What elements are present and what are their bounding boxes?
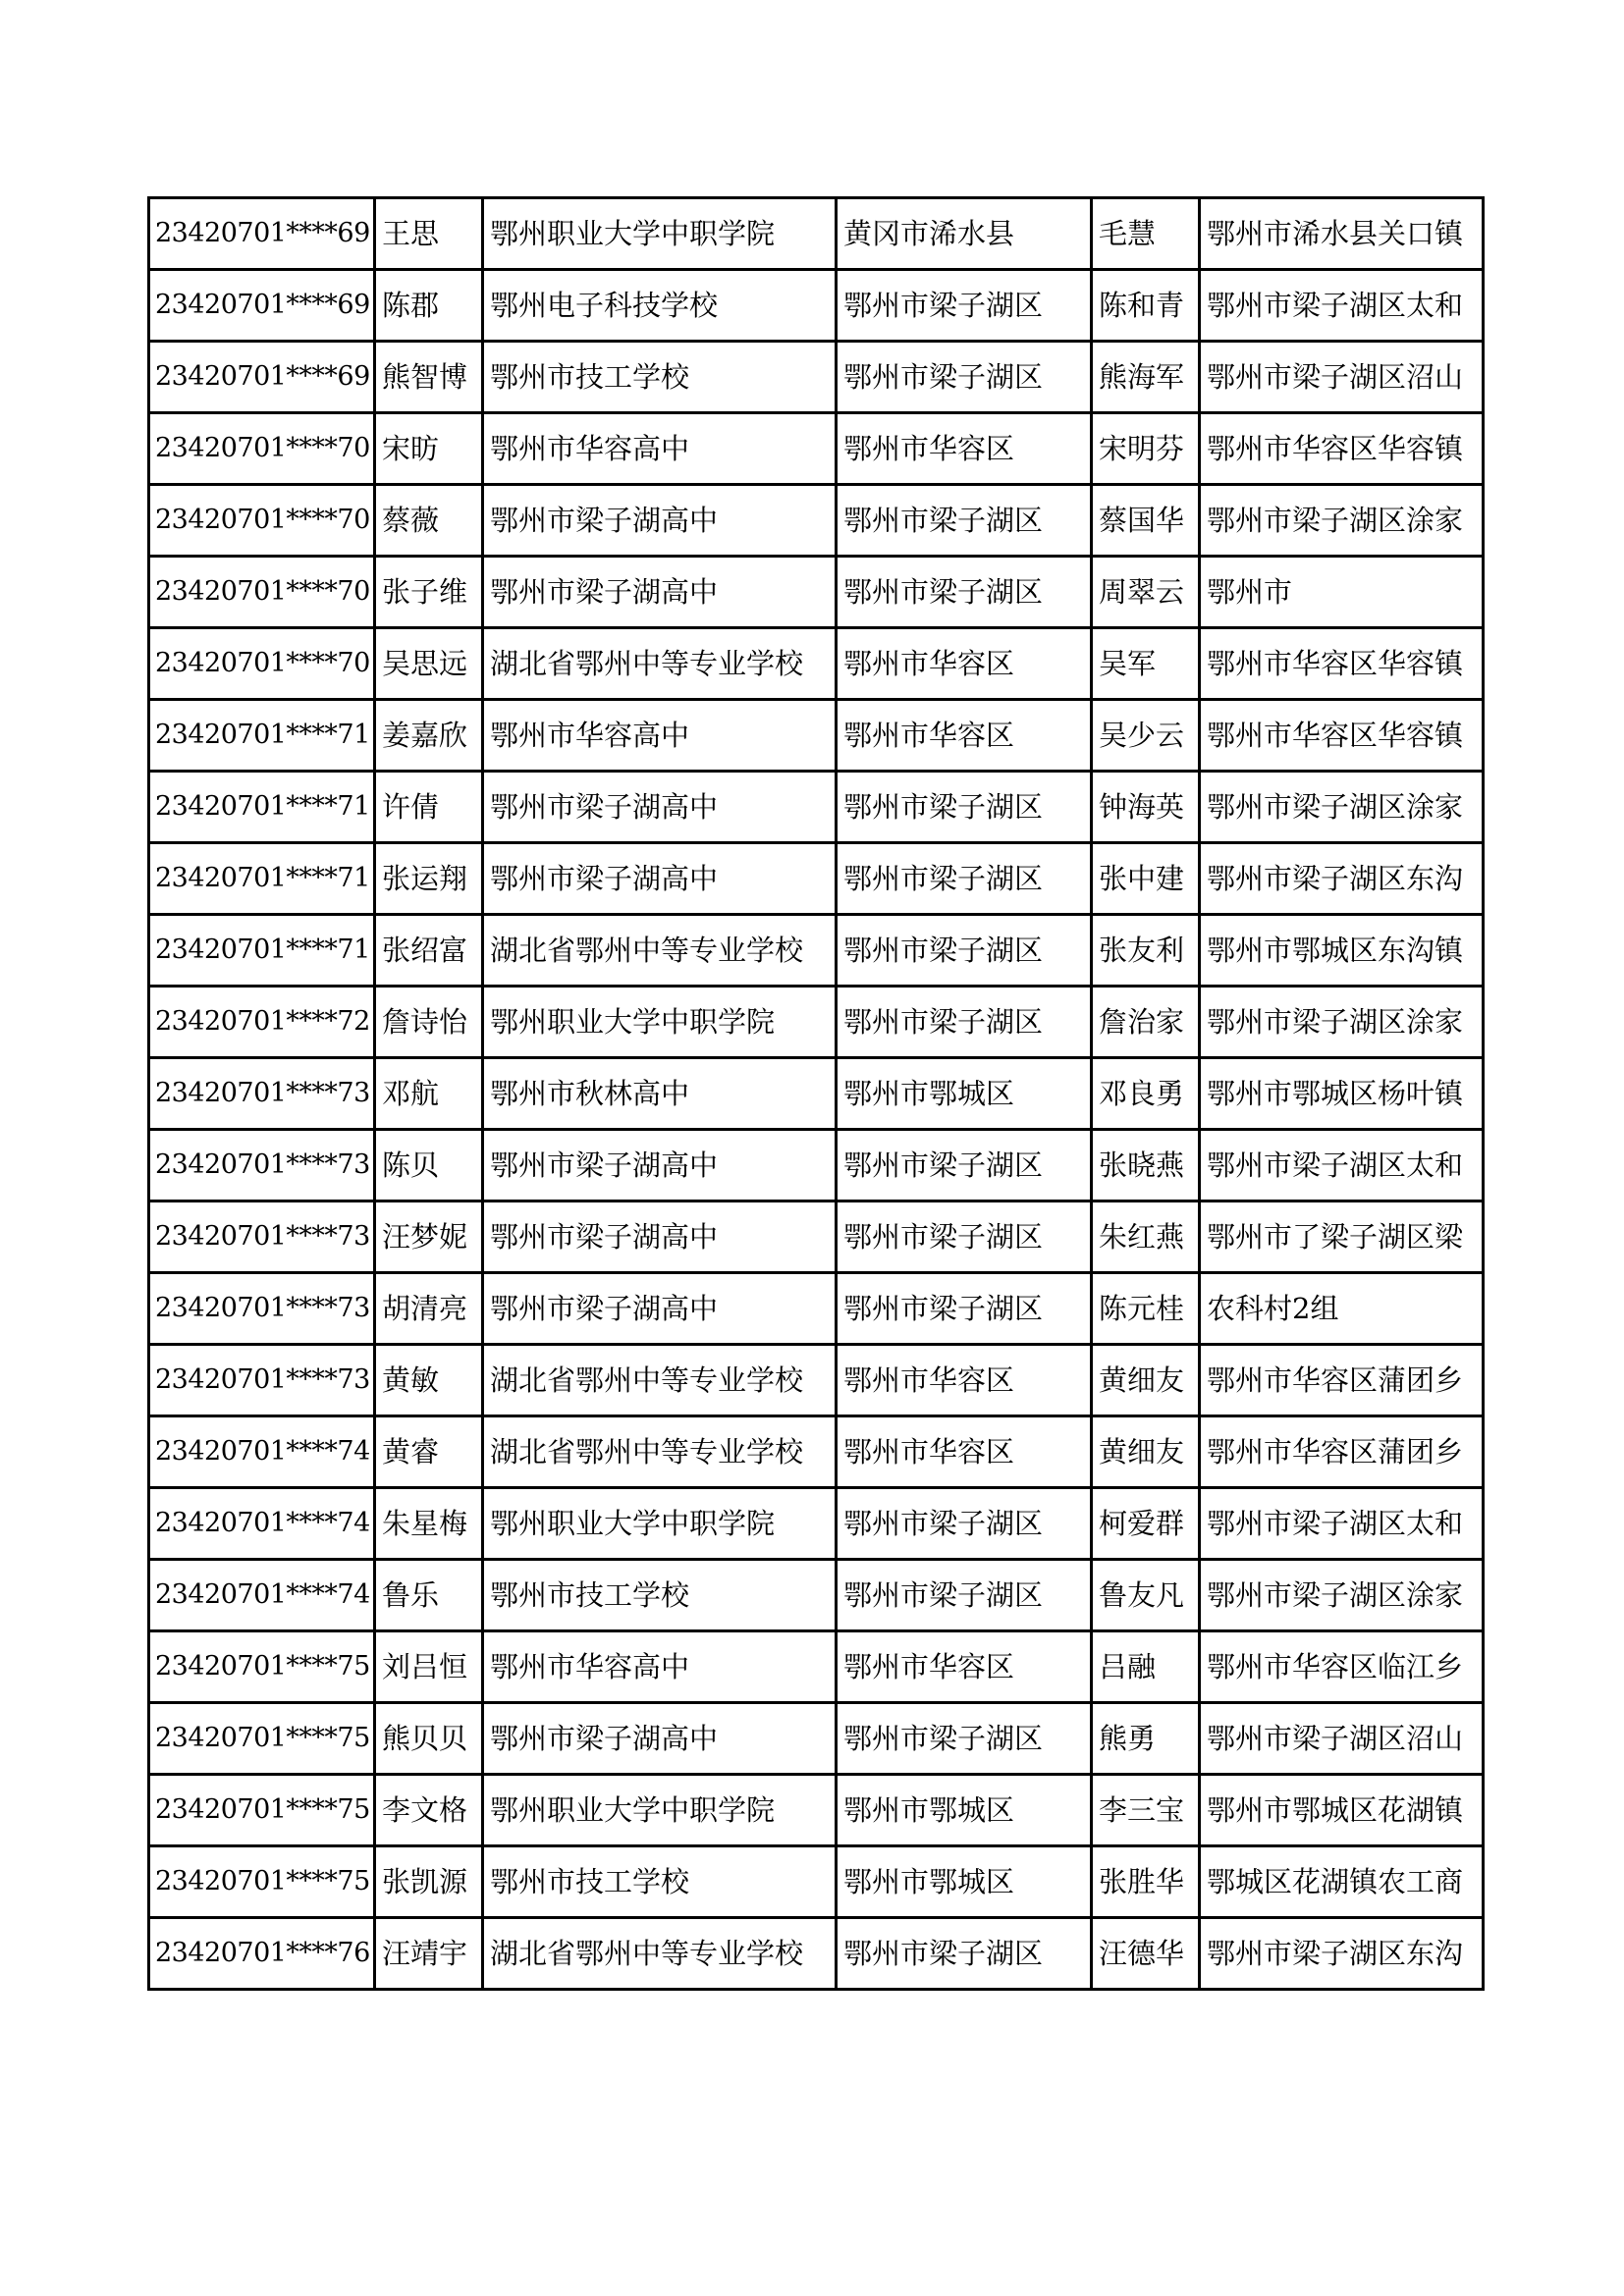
school-cell: 湖北省鄂州中等专业学校 xyxy=(483,628,837,700)
table-row xyxy=(149,1058,1484,1130)
guardian-name-cell: 熊海军 xyxy=(1092,342,1200,413)
school-cell: 鄂州市梁子湖高中 xyxy=(483,1273,837,1345)
table-row xyxy=(149,987,1484,1058)
school-cell: 鄂州市梁子湖高中 xyxy=(483,485,837,557)
student-name-cell: 朱星梅 xyxy=(375,1488,483,1560)
student-id-cell: 23420701****74 xyxy=(149,1488,375,1560)
region-cell: 鄂州市华容区 xyxy=(837,1416,1092,1488)
school-cell: 湖北省鄂州中等专业学校 xyxy=(483,1918,837,1990)
school-cell: 湖北省鄂州中等专业学校 xyxy=(483,1345,837,1416)
address-cell: 农科村2组 xyxy=(1200,1273,1484,1345)
student-id-cell: 23420701****75 xyxy=(149,1846,375,1918)
address-cell: 鄂州市梁子湖区太和 xyxy=(1200,1488,1484,1560)
table-row xyxy=(149,485,1484,557)
school-cell: 湖北省鄂州中等专业学校 xyxy=(483,915,837,987)
guardian-name-cell: 柯爱群 xyxy=(1092,1488,1200,1560)
table-row xyxy=(149,700,1484,772)
region-cell: 鄂州市梁子湖区 xyxy=(837,342,1092,413)
table-row xyxy=(149,843,1484,915)
student-id-cell: 23420701****74 xyxy=(149,1416,375,1488)
student-name-cell: 李文格 xyxy=(375,1775,483,1846)
student-name-cell: 黄睿 xyxy=(375,1416,483,1488)
student-id-cell: 23420701****71 xyxy=(149,915,375,987)
student-name-cell: 蔡薇 xyxy=(375,485,483,557)
student-id-cell: 23420701****71 xyxy=(149,772,375,843)
region-cell: 鄂州市梁子湖区 xyxy=(837,557,1092,628)
school-cell: 鄂州市梁子湖高中 xyxy=(483,1703,837,1775)
address-cell: 鄂州市梁子湖区涂家 xyxy=(1200,485,1484,557)
guardian-name-cell: 毛慧 xyxy=(1092,198,1200,270)
student-name-cell: 汪靖宇 xyxy=(375,1918,483,1990)
school-cell: 鄂州市梁子湖高中 xyxy=(483,772,837,843)
table-row xyxy=(149,772,1484,843)
table-row xyxy=(149,915,1484,987)
region-cell: 鄂州市华容区 xyxy=(837,413,1092,485)
region-cell: 鄂州市梁子湖区 xyxy=(837,915,1092,987)
school-cell: 鄂州市技工学校 xyxy=(483,342,837,413)
table-row xyxy=(149,1201,1484,1273)
region-cell: 鄂州市梁子湖区 xyxy=(837,270,1092,342)
guardian-name-cell: 邓良勇 xyxy=(1092,1058,1200,1130)
table-row xyxy=(149,628,1484,700)
table-row xyxy=(149,1273,1484,1345)
region-cell: 鄂州市梁子湖区 xyxy=(837,485,1092,557)
guardian-name-cell: 吕融 xyxy=(1092,1631,1200,1703)
guardian-name-cell: 张友利 xyxy=(1092,915,1200,987)
region-cell: 鄂州市梁子湖区 xyxy=(837,1560,1092,1631)
guardian-name-cell: 钟海英 xyxy=(1092,772,1200,843)
table-row xyxy=(149,413,1484,485)
address-cell: 鄂州市华容区华容镇 xyxy=(1200,700,1484,772)
student-name-cell: 熊贝贝 xyxy=(375,1703,483,1775)
address-cell: 鄂州市鄂城区杨叶镇 xyxy=(1200,1058,1484,1130)
region-cell: 鄂州市梁子湖区 xyxy=(837,1201,1092,1273)
student-id-cell: 23420701****69 xyxy=(149,198,375,270)
address-cell: 鄂州市了梁子湖区梁 xyxy=(1200,1201,1484,1273)
address-cell: 鄂州市梁子湖区涂家 xyxy=(1200,1560,1484,1631)
guardian-name-cell: 周翠云 xyxy=(1092,557,1200,628)
region-cell: 黄冈市浠水县 xyxy=(837,198,1092,270)
school-cell: 鄂州市梁子湖高中 xyxy=(483,1201,837,1273)
student-name-cell: 张运翔 xyxy=(375,843,483,915)
student-name-cell: 姜嘉欣 xyxy=(375,700,483,772)
address-cell: 鄂州市梁子湖区沼山 xyxy=(1200,342,1484,413)
region-cell: 鄂州市梁子湖区 xyxy=(837,772,1092,843)
address-cell: 鄂州市梁子湖区太和 xyxy=(1200,1130,1484,1201)
school-cell: 鄂州市技工学校 xyxy=(483,1560,837,1631)
school-cell: 湖北省鄂州中等专业学校 xyxy=(483,1416,837,1488)
table-row xyxy=(149,1846,1484,1918)
guardian-name-cell: 吴军 xyxy=(1092,628,1200,700)
guardian-name-cell: 黄细友 xyxy=(1092,1345,1200,1416)
student-id-cell: 23420701****74 xyxy=(149,1560,375,1631)
region-cell: 鄂州市鄂城区 xyxy=(837,1775,1092,1846)
student-name-cell: 张凯源 xyxy=(375,1846,483,1918)
student-name-cell: 鲁乐 xyxy=(375,1560,483,1631)
address-cell: 鄂州市华容区华容镇 xyxy=(1200,628,1484,700)
table-row xyxy=(149,198,1484,270)
table-row xyxy=(149,1345,1484,1416)
student-id-cell: 23420701****73 xyxy=(149,1058,375,1130)
table-row xyxy=(149,1416,1484,1488)
table-row xyxy=(149,1918,1484,1990)
region-cell: 鄂州市华容区 xyxy=(837,1631,1092,1703)
region-cell: 鄂州市梁子湖区 xyxy=(837,1273,1092,1345)
address-cell: 鄂州市梁子湖区沼山 xyxy=(1200,1703,1484,1775)
table-row xyxy=(149,1560,1484,1631)
student-id-cell: 23420701****76 xyxy=(149,1918,375,1990)
school-cell: 鄂州市梁子湖高中 xyxy=(483,557,837,628)
student-name-cell: 詹诗怡 xyxy=(375,987,483,1058)
student-id-cell: 23420701****70 xyxy=(149,485,375,557)
address-cell: 鄂州市浠水县关口镇 xyxy=(1200,198,1484,270)
student-id-cell: 23420701****69 xyxy=(149,270,375,342)
school-cell: 鄂州市梁子湖高中 xyxy=(483,1130,837,1201)
guardian-name-cell: 张晓燕 xyxy=(1092,1130,1200,1201)
school-cell: 鄂州职业大学中职学院 xyxy=(483,1775,837,1846)
school-cell: 鄂州市华容高中 xyxy=(483,1631,837,1703)
student-name-cell: 黄敏 xyxy=(375,1345,483,1416)
guardian-name-cell: 陈元桂 xyxy=(1092,1273,1200,1345)
student-id-cell: 23420701****75 xyxy=(149,1775,375,1846)
guardian-name-cell: 朱红燕 xyxy=(1092,1201,1200,1273)
table-row xyxy=(149,1631,1484,1703)
guardian-name-cell: 陈和青 xyxy=(1092,270,1200,342)
school-cell: 鄂州市秋林高中 xyxy=(483,1058,837,1130)
student-id-cell: 23420701****75 xyxy=(149,1703,375,1775)
address-cell: 鄂州市梁子湖区涂家 xyxy=(1200,772,1484,843)
region-cell: 鄂州市梁子湖区 xyxy=(837,1918,1092,1990)
table-row xyxy=(149,1488,1484,1560)
student-id-cell: 23420701****71 xyxy=(149,843,375,915)
student-id-cell: 23420701****73 xyxy=(149,1345,375,1416)
guardian-name-cell: 张胜华 xyxy=(1092,1846,1200,1918)
school-cell: 鄂州职业大学中职学院 xyxy=(483,1488,837,1560)
student-name-cell: 陈郡 xyxy=(375,270,483,342)
guardian-name-cell: 汪德华 xyxy=(1092,1918,1200,1990)
student-name-cell: 陈贝 xyxy=(375,1130,483,1201)
student-name-cell: 熊智博 xyxy=(375,342,483,413)
table-row xyxy=(149,270,1484,342)
region-cell: 鄂州市华容区 xyxy=(837,628,1092,700)
region-cell: 鄂州市华容区 xyxy=(837,700,1092,772)
student-name-cell: 刘吕恒 xyxy=(375,1631,483,1703)
guardian-name-cell: 鲁友凡 xyxy=(1092,1560,1200,1631)
student-id-cell: 23420701****73 xyxy=(149,1201,375,1273)
student-name-cell: 汪梦妮 xyxy=(375,1201,483,1273)
region-cell: 鄂州市鄂城区 xyxy=(837,1058,1092,1130)
roster-table xyxy=(147,196,1485,1991)
region-cell: 鄂州市梁子湖区 xyxy=(837,1703,1092,1775)
address-cell: 鄂城区花湖镇农工商 xyxy=(1200,1846,1484,1918)
table-row xyxy=(149,342,1484,413)
student-name-cell: 吴思远 xyxy=(375,628,483,700)
student-id-cell: 23420701****70 xyxy=(149,413,375,485)
guardian-name-cell: 黄细友 xyxy=(1092,1416,1200,1488)
student-id-cell: 23420701****75 xyxy=(149,1631,375,1703)
table-row xyxy=(149,1703,1484,1775)
student-id-cell: 23420701****69 xyxy=(149,342,375,413)
address-cell: 鄂州市华容区蒲团乡 xyxy=(1200,1345,1484,1416)
guardian-name-cell: 张中建 xyxy=(1092,843,1200,915)
school-cell: 鄂州市技工学校 xyxy=(483,1846,837,1918)
region-cell: 鄂州市梁子湖区 xyxy=(837,843,1092,915)
address-cell: 鄂州市梁子湖区太和 xyxy=(1200,270,1484,342)
table-row xyxy=(149,1775,1484,1846)
student-id-cell: 23420701****73 xyxy=(149,1130,375,1201)
school-cell: 鄂州市梁子湖高中 xyxy=(483,843,837,915)
student-name-cell: 王思 xyxy=(375,198,483,270)
school-cell: 鄂州职业大学中职学院 xyxy=(483,987,837,1058)
region-cell: 鄂州市梁子湖区 xyxy=(837,1130,1092,1201)
guardian-name-cell: 李三宝 xyxy=(1092,1775,1200,1846)
school-cell: 鄂州职业大学中职学院 xyxy=(483,198,837,270)
student-id-cell: 23420701****70 xyxy=(149,628,375,700)
guardian-name-cell: 吴少云 xyxy=(1092,700,1200,772)
student-name-cell: 许倩 xyxy=(375,772,483,843)
table-row xyxy=(149,1130,1484,1201)
student-id-cell: 23420701****73 xyxy=(149,1273,375,1345)
student-name-cell: 宋昉 xyxy=(375,413,483,485)
address-cell: 鄂州市华容区临江乡 xyxy=(1200,1631,1484,1703)
region-cell: 鄂州市梁子湖区 xyxy=(837,987,1092,1058)
address-cell: 鄂州市梁子湖区东沟 xyxy=(1200,843,1484,915)
student-name-cell: 张绍富 xyxy=(375,915,483,987)
school-cell: 鄂州电子科技学校 xyxy=(483,270,837,342)
address-cell: 鄂州市华容区蒲团乡 xyxy=(1200,1416,1484,1488)
guardian-name-cell: 熊勇 xyxy=(1092,1703,1200,1775)
guardian-name-cell: 詹治家 xyxy=(1092,987,1200,1058)
school-cell: 鄂州市华容高中 xyxy=(483,413,837,485)
student-id-cell: 23420701****70 xyxy=(149,557,375,628)
table-row xyxy=(149,557,1484,628)
region-cell: 鄂州市华容区 xyxy=(837,1345,1092,1416)
address-cell: 鄂州市梁子湖区东沟 xyxy=(1200,1918,1484,1990)
address-cell: 鄂州市华容区华容镇 xyxy=(1200,413,1484,485)
roster-body xyxy=(149,198,1484,1990)
student-name-cell: 张子维 xyxy=(375,557,483,628)
student-name-cell: 胡清亮 xyxy=(375,1273,483,1345)
student-name-cell: 邓航 xyxy=(375,1058,483,1130)
address-cell: 鄂州市 xyxy=(1200,557,1484,628)
guardian-name-cell: 宋明芬 xyxy=(1092,413,1200,485)
region-cell: 鄂州市梁子湖区 xyxy=(837,1488,1092,1560)
address-cell: 鄂州市鄂城区花湖镇 xyxy=(1200,1775,1484,1846)
student-id-cell: 23420701****71 xyxy=(149,700,375,772)
student-id-cell: 23420701****72 xyxy=(149,987,375,1058)
guardian-name-cell: 蔡国华 xyxy=(1092,485,1200,557)
address-cell: 鄂州市鄂城区东沟镇 xyxy=(1200,915,1484,987)
region-cell: 鄂州市鄂城区 xyxy=(837,1846,1092,1918)
address-cell: 鄂州市梁子湖区涂家 xyxy=(1200,987,1484,1058)
school-cell: 鄂州市华容高中 xyxy=(483,700,837,772)
